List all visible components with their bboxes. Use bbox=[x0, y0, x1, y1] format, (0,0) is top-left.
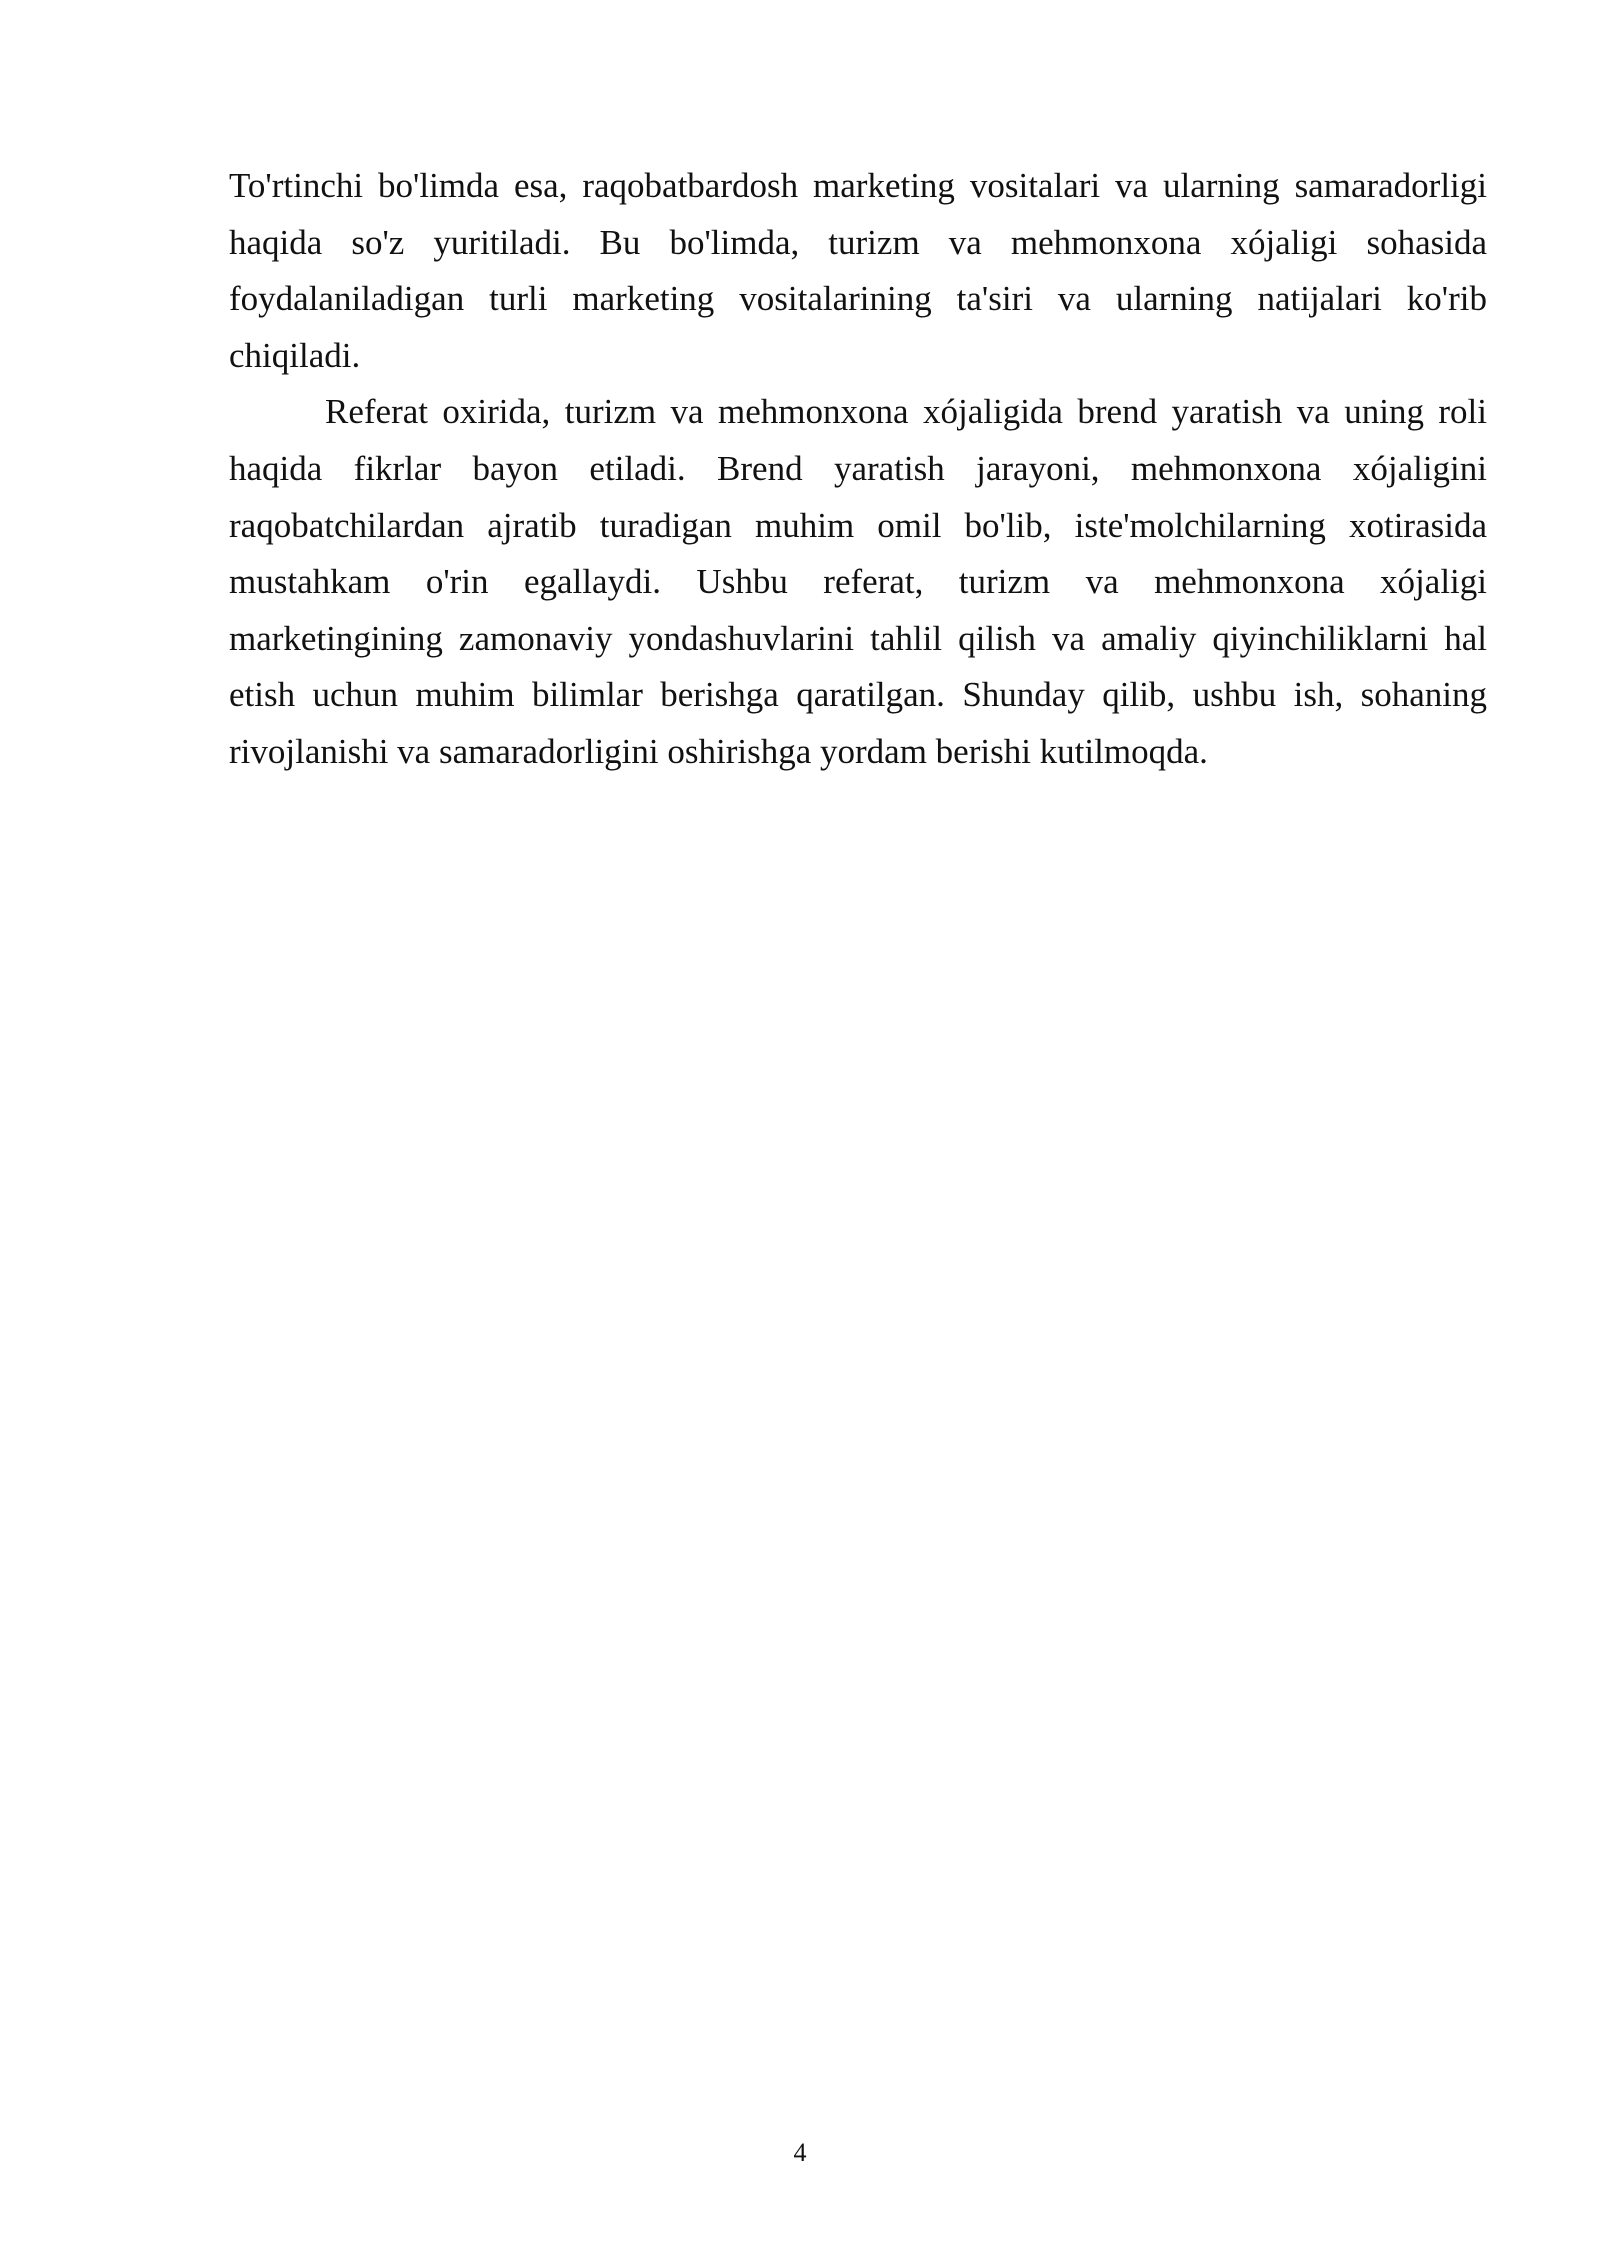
paragraph-conclusion: Referat oxirida, turizm va mehmonxona xójaligida brend yaratish va uning roli haqida fikrlar bayon etiladi. Brend yaratish jarayoni, mehmonxona xójaligini raqobatchilardan ajratib turadigan muhim omil bo'lib, iste'molchilarning xotirasida mustahkam o'rin egallaydi. Ushbu referat, turizm va mehmonxona xójaligi marketingining zamonaviy yondashuvlarini tahlil qilish va amaliy qiyinchiliklarni hal etish uchun muhim bilimlar berishga qaratilgan. Shunday qilib, ushbu ish, sohaning rivojlanishi va samaradorligini oshirishga yordam berishi kutilmoqda. bbox=[229, 392, 1487, 771]
paragraph-fourth-section: To'rtinchi bo'limda esa, raqobatbardosh marketing vositalari va ularning samaradorligi haqida so'z yuritiladi. Bu bo'limda, turizm va mehmonxona xójaligi sohasida foydalaniladigan turli marketing vositalarining ta'siri va ularning natijalari ko'rib chiqiladi. bbox=[229, 166, 1487, 375]
page-body bbox=[229, 158, 1487, 781]
page-number: 4 bbox=[793, 2138, 807, 2167]
